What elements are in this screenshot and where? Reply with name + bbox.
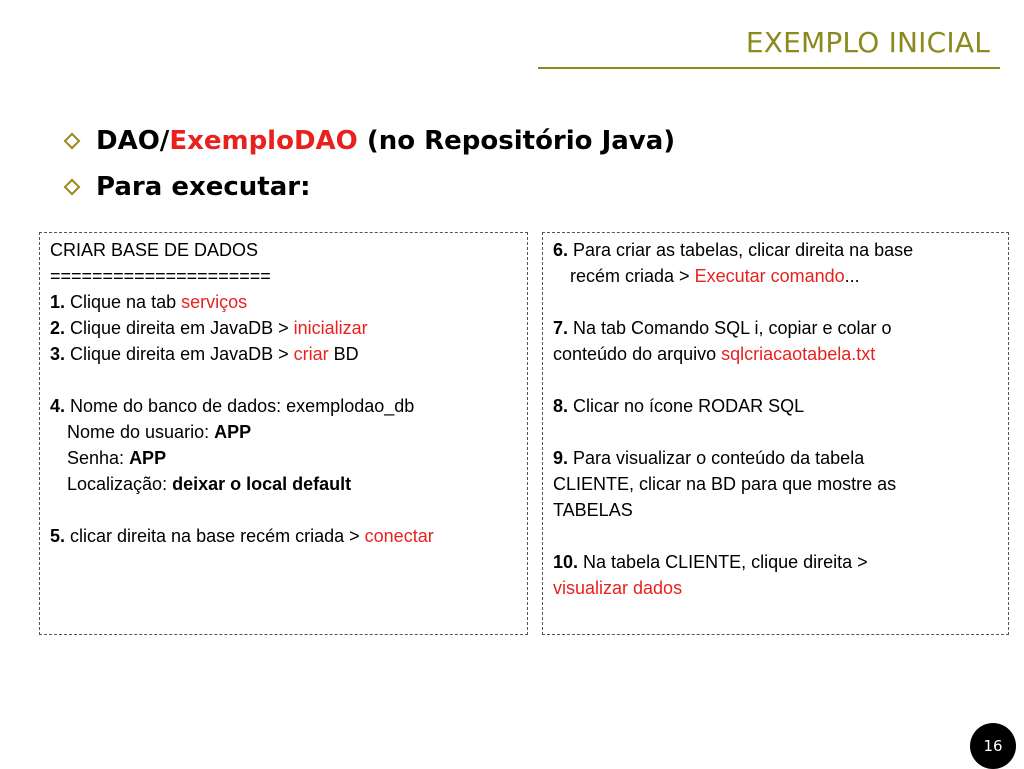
step-text: Para criar as tabelas, clicar direita na base (568, 240, 914, 260)
step-number: 9. (553, 448, 569, 468)
step-2 (50, 315, 517, 341)
step-4-location (50, 471, 517, 497)
step-highlight: inicializar (293, 318, 368, 338)
step-highlight: serviços (181, 292, 248, 312)
bullet-dao-highlight: ExemploDAO (169, 126, 358, 156)
box-separator: ===================== (50, 266, 271, 286)
step-5 (50, 523, 517, 549)
step-number: 4. (50, 396, 66, 416)
page-number-badge: 16 (970, 723, 1016, 769)
step-10-highlight: visualizar dados (553, 578, 683, 598)
step-text: Para visualizar o conteúdo da tabela (568, 448, 865, 468)
step-text: Na tab Comando SQL i, copiar e colar o (568, 318, 892, 338)
step-9 (553, 445, 998, 471)
step-text: Nome do banco de dados: exemplodao_db (65, 396, 415, 416)
step-number: 6. (553, 240, 569, 260)
bullet-item-dao (62, 118, 675, 164)
step-3 (50, 341, 517, 367)
step-4 (50, 393, 517, 419)
step-7-cont (553, 341, 998, 367)
diamond-bullet-icon (64, 133, 81, 150)
step-9-cont2: TABELAS (553, 500, 633, 520)
step-highlight: sqlcriacaotabela.txt (721, 344, 876, 364)
title-underline (538, 67, 1000, 69)
user-value: APP (214, 422, 252, 442)
step-1 (50, 289, 517, 315)
step-number: 5. (50, 526, 66, 546)
step-number: 7. (553, 318, 569, 338)
step-text: recém criada > (570, 266, 695, 286)
step-4-user (50, 419, 517, 445)
step-9-cont: CLIENTE, clicar na BD para que mostre as (553, 474, 897, 494)
step-highlight: conectar (364, 526, 434, 546)
step-number: 8. (553, 396, 569, 416)
step-7 (553, 315, 998, 341)
step-number: 1. (50, 292, 66, 312)
execute-steps-box (542, 232, 1009, 635)
bullet-execute-text: Para executar: (96, 172, 311, 202)
step-6-cont (553, 263, 998, 289)
bullet-list (62, 118, 675, 210)
bullet-dao-prefix: DAO/ (96, 126, 170, 156)
bullet-dao-suffix: (no Repositório Java) (357, 126, 676, 156)
step-highlight: Executar comando (694, 266, 845, 286)
step-text-after: ... (844, 266, 860, 286)
user-label: Nome do usuario: (67, 422, 215, 442)
step-text: Clicar no ícone RODAR SQL (568, 396, 805, 416)
step-text-after: BD (328, 344, 359, 364)
step-text: Clique direita em JavaDB > (65, 318, 294, 338)
step-4-password (50, 445, 517, 471)
password-label: Senha: (67, 448, 130, 468)
step-6 (553, 237, 998, 263)
create-database-box (39, 232, 528, 635)
location-label: Localização: (67, 474, 173, 494)
step-text: Clique direita em JavaDB > (65, 344, 294, 364)
step-number: 3. (50, 344, 66, 364)
step-number: 10. (553, 552, 579, 572)
box-heading: CRIAR BASE DE DADOS (50, 240, 259, 260)
step-text: conteúdo do arquivo (553, 344, 722, 364)
diamond-bullet-icon (64, 179, 81, 196)
step-10 (553, 549, 998, 575)
slide-title: EXEMPLO INICIAL (745, 26, 990, 59)
step-highlight: criar (293, 344, 329, 364)
step-text: clicar direita na base recém criada > (65, 526, 365, 546)
step-text: Na tabela CLIENTE, clique direita > (578, 552, 868, 572)
location-value: deixar o local default (172, 474, 352, 494)
step-number: 2. (50, 318, 66, 338)
bullet-item-execute (62, 164, 675, 210)
step-text: Clique na tab (65, 292, 182, 312)
step-8 (553, 393, 998, 419)
password-value: APP (129, 448, 167, 468)
